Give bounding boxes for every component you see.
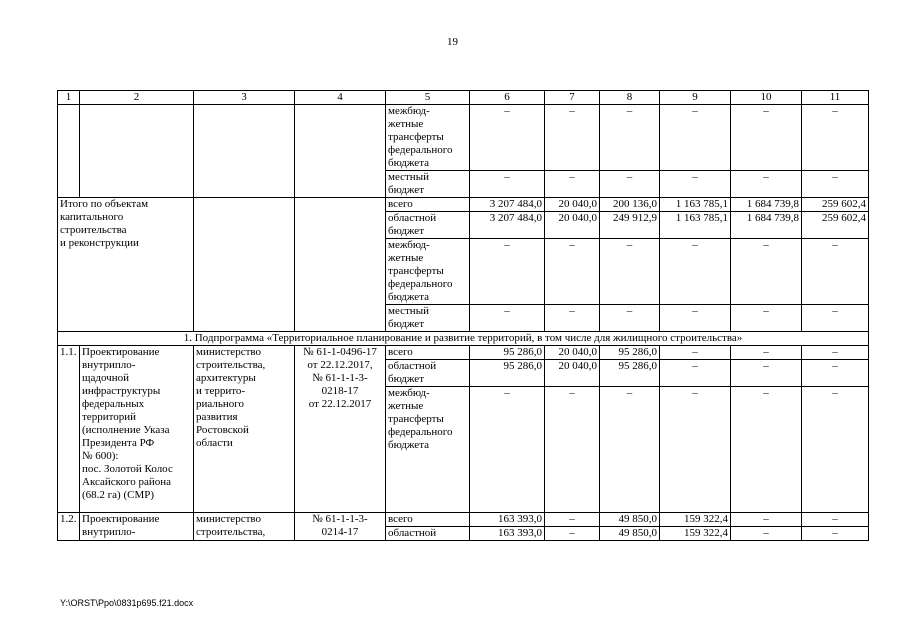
item-executor: министерство строительства, архитектуры и террито- риального развития Ростовской области (194, 346, 295, 513)
value-cell: – (660, 305, 731, 332)
funding-source: межбюд- жетные трансферты федерального бюджета (386, 239, 470, 305)
item-document: № 61-1-0496-17 от 22.12.2017, № 61-1-1-3- 0218-17 от 22.12.2017 (295, 346, 386, 513)
funding-source: областной (386, 527, 470, 541)
value-cell: – (545, 171, 600, 198)
table-row (58, 346, 869, 360)
value-cell: – (660, 105, 731, 171)
col-header: 2 (80, 91, 194, 105)
value-cell: – (802, 346, 869, 360)
value-cell: 1 684 739,8 (731, 198, 802, 212)
value-cell: – (600, 387, 660, 513)
empty-cell (58, 105, 80, 198)
page-number: 19 (447, 36, 458, 48)
value-cell: – (600, 171, 660, 198)
value-cell: 3 207 484,0 (470, 212, 545, 239)
value-cell: 249 912,9 (600, 212, 660, 239)
value-cell: 1 163 785,1 (660, 198, 731, 212)
value-cell: – (731, 360, 802, 387)
value-cell: – (660, 171, 731, 198)
col-header: 3 (194, 91, 295, 105)
value-cell: 159 322,4 (660, 527, 731, 541)
value-cell: – (802, 105, 869, 171)
value-cell: – (545, 513, 600, 527)
col-header: 5 (386, 91, 470, 105)
funding-source: межбюд- жетные трансферты федерального бюджета (386, 387, 470, 513)
value-cell: – (802, 305, 869, 332)
empty-cell (194, 198, 295, 332)
value-cell: 1 684 739,8 (731, 212, 802, 239)
value-cell: 159 322,4 (660, 513, 731, 527)
empty-cell (80, 105, 194, 198)
budget-table (57, 90, 869, 541)
col-header: 4 (295, 91, 386, 105)
table-header-row (58, 91, 869, 105)
item-name: Проектирование внутрипло- щадочной инфраструктуры федеральных территорий (исполнение Указа Президента РФ № 600): пос. Золотой Колос Аксайского района (68.2 га) (СМР) (80, 346, 194, 513)
value-cell: 259 602,4 (802, 198, 869, 212)
value-cell: – (802, 387, 869, 513)
col-header: 1 (58, 91, 80, 105)
value-cell: 259 602,4 (802, 212, 869, 239)
value-cell: 200 136,0 (600, 198, 660, 212)
item-executor: министерство строительства, (194, 513, 295, 541)
value-cell: 20 040,0 (545, 346, 600, 360)
value-cell: 20 040,0 (545, 198, 600, 212)
item-document: № 61-1-1-3- 0214-17 (295, 513, 386, 541)
value-cell: – (802, 171, 869, 198)
item-name: Проектирование внутрипло- (80, 513, 194, 541)
col-header: 9 (660, 91, 731, 105)
empty-cell (295, 105, 386, 198)
funding-source: всего (386, 198, 470, 212)
col-header: 10 (731, 91, 802, 105)
item-number: 1.1. (58, 346, 80, 513)
funding-source: областной бюджет (386, 212, 470, 239)
col-header: 11 (802, 91, 869, 105)
value-cell: 95 286,0 (470, 360, 545, 387)
col-header: 7 (545, 91, 600, 105)
value-cell: 49 850,0 (600, 527, 660, 541)
table-row (58, 513, 869, 527)
value-cell: – (660, 360, 731, 387)
value-cell: – (545, 239, 600, 305)
col-header: 6 (470, 91, 545, 105)
value-cell: – (600, 105, 660, 171)
value-cell: – (731, 346, 802, 360)
value-cell: – (470, 305, 545, 332)
value-cell: – (600, 305, 660, 332)
subprogram-title: 1. Подпрограмма «Территориальное планирование и развитие территорий, в том числе для жилищного строительства» (58, 332, 869, 346)
value-cell: – (802, 360, 869, 387)
funding-source: местный бюджет (386, 305, 470, 332)
value-cell: – (470, 239, 545, 305)
empty-cell (295, 198, 386, 332)
funding-source: местный бюджет (386, 171, 470, 198)
value-cell: – (545, 527, 600, 541)
table-row (58, 198, 869, 212)
value-cell: – (731, 171, 802, 198)
value-cell: – (802, 513, 869, 527)
value-cell: – (660, 346, 731, 360)
value-cell: – (470, 387, 545, 513)
value-cell: 49 850,0 (600, 513, 660, 527)
funding-source: всего (386, 513, 470, 527)
value-cell: – (731, 513, 802, 527)
value-cell: – (600, 239, 660, 305)
value-cell: – (545, 387, 600, 513)
value-cell: 163 393,0 (470, 513, 545, 527)
col-header: 8 (600, 91, 660, 105)
table-row (58, 105, 869, 171)
value-cell: – (470, 171, 545, 198)
file-path-footer: Y:\ORST\Ppo\0831p695.f21.docx (60, 598, 194, 608)
value-cell: – (802, 527, 869, 541)
value-cell: 20 040,0 (545, 212, 600, 239)
value-cell: – (660, 239, 731, 305)
value-cell: – (731, 387, 802, 513)
totals-title: Итого по объектам капитального строительства и реконструкции (58, 198, 194, 332)
funding-source: межбюд- жетные трансферты федерального бюджета (386, 105, 470, 171)
value-cell: – (470, 105, 545, 171)
value-cell: 20 040,0 (545, 360, 600, 387)
value-cell: 95 286,0 (470, 346, 545, 360)
value-cell: – (545, 105, 600, 171)
value-cell: – (731, 239, 802, 305)
value-cell: 1 163 785,1 (660, 212, 731, 239)
value-cell: – (731, 305, 802, 332)
value-cell: – (802, 239, 869, 305)
value-cell: 3 207 484,0 (470, 198, 545, 212)
value-cell: 95 286,0 (600, 346, 660, 360)
empty-cell (194, 105, 295, 198)
item-number: 1.2. (58, 513, 80, 541)
value-cell: – (731, 527, 802, 541)
subprogram-row (58, 332, 869, 346)
value-cell: – (660, 387, 731, 513)
value-cell: – (545, 305, 600, 332)
value-cell: 95 286,0 (600, 360, 660, 387)
value-cell: 163 393,0 (470, 527, 545, 541)
value-cell: – (731, 105, 802, 171)
funding-source: областной бюджет (386, 360, 470, 387)
funding-source: всего (386, 346, 470, 360)
